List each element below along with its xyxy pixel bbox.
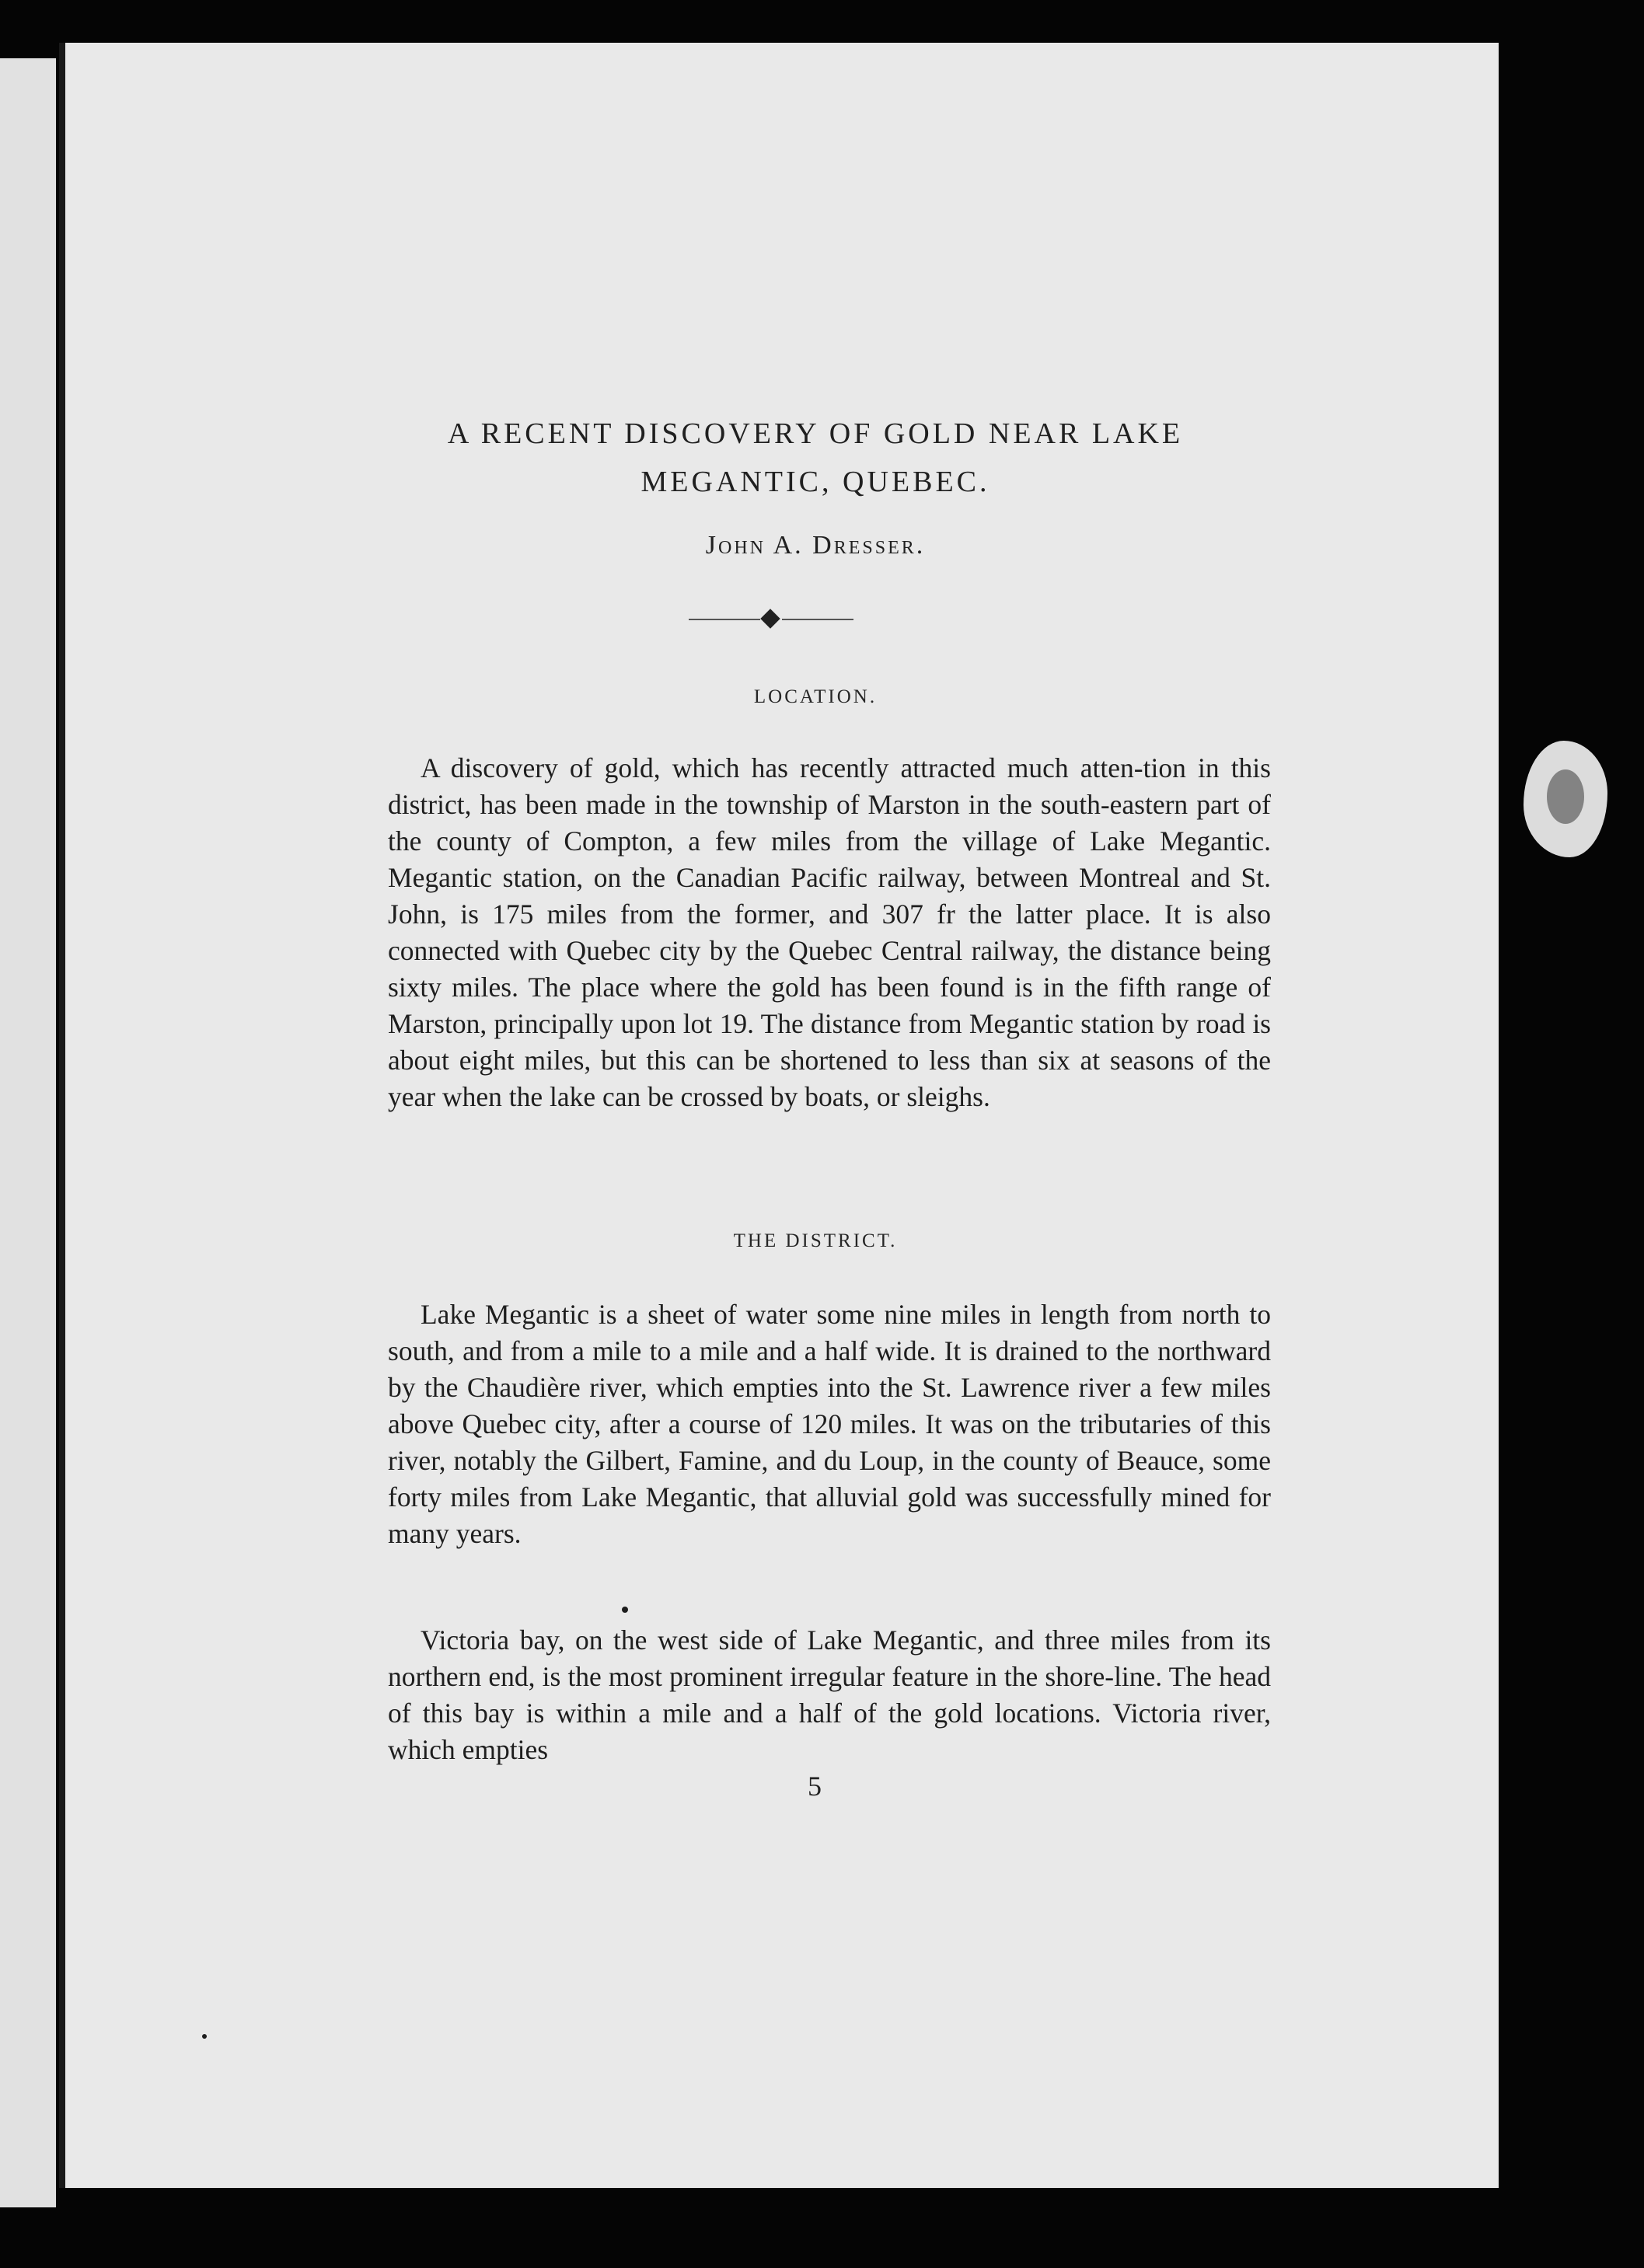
divider-rule-right	[782, 619, 853, 620]
article-title	[376, 410, 1255, 506]
section-heading-location: LOCATION.	[753, 686, 878, 707]
title-line-1: A RECENT DISCOVERY OF GOLD NEAR LAKE	[447, 417, 1184, 450]
author-name: John A. Dresser.	[705, 531, 926, 560]
ornament-divider	[689, 604, 855, 635]
title-line-2: MEGANTIC, QUEBEC.	[640, 466, 990, 498]
book-page	[59, 43, 1499, 2188]
section-heading-district: THE DISTRICT.	[733, 1230, 898, 1251]
diamond-icon	[760, 609, 780, 628]
paragraph-district-2: Victoria bay, on the west side of Lake Megantic, and three miles from its northern end, is the most prominent irregular feature in the shore-line. The head of this bay is within a mile and a half of the gold locations. Victoria river, which empties	[388, 1624, 1271, 1765]
facing-page-edge	[0, 58, 56, 2207]
ink-speck	[622, 1607, 628, 1613]
ink-speck	[202, 2034, 207, 2039]
page-number: 5	[808, 1771, 822, 1802]
scan-blot-center	[1547, 769, 1584, 824]
paragraph-location: A discovery of gold, which has recently attracted much atten-tion in this district, has been made in the township of Marston in the south-eastern part of the county of Compton, a few miles from the village of Lake Megantic. Megantic station, on the Canadian Pacific railway, between Montreal and St. John, is 175 miles from the former, and 307 fr the latter place. It is also connected with Quebec city by the Quebec Central railway, the distance being sixty miles. The place where the gold has been found is in the fifth range of Marston, principally upon lot 19. The distance from Megantic station by road is about eight miles, but this can be shortened to less than six at seasons of the year when the lake can be crossed by boats, or sleighs.	[388, 752, 1271, 1112]
divider-rule-left	[689, 619, 760, 620]
paragraph-district-1: Lake Megantic is a sheet of water some nine miles in length from north to south, and from a mile to a mile and a half wide. It is drained to the northward by the Chaudière river, which empties into the St. Lawrence river a few miles above Quebec city, after a course of 120 miles. It was on the tributaries of this river, notably the Gilbert, Famine, and du Loup, in the county of Beauce, some forty miles from Lake Megantic, that alluvial gold was successfully mined for many years.	[388, 1299, 1271, 1549]
